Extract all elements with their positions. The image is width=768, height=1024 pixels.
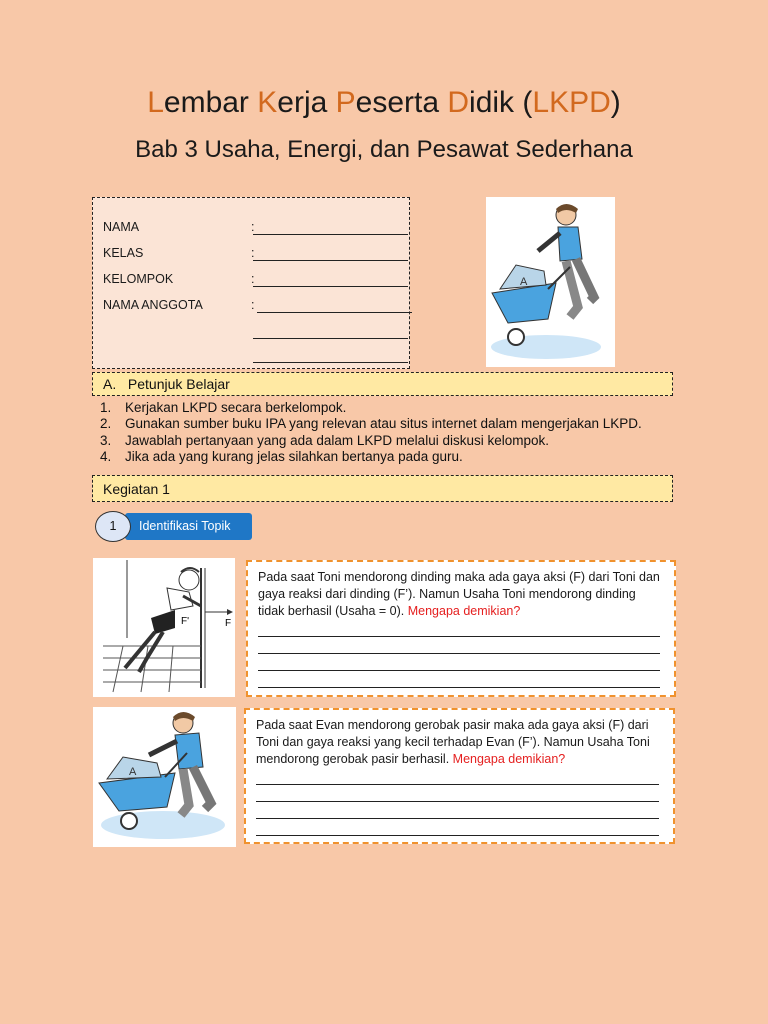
instruction-list xyxy=(100,400,642,465)
answer-line[interactable] xyxy=(256,785,659,802)
anggota-field-3[interactable] xyxy=(253,348,408,363)
identity-colon: : xyxy=(251,272,255,286)
anggota-field-2[interactable] xyxy=(253,324,408,339)
identity-colon: : xyxy=(251,220,255,234)
identity-colon: : xyxy=(251,298,255,312)
identity-label: NAMA xyxy=(103,220,140,234)
answer-line[interactable] xyxy=(258,620,660,637)
question-text: Pada saat Toni mendorong dinding maka ada gaya aksi (F) dari Toni dan gaya reaksi dari dinding (F’). Namun Usaha Toni mendorong dinding tidak berhasil (Usaha = 0). xyxy=(258,570,660,618)
identity-label: KELAS xyxy=(103,246,144,260)
title-paren-close: ) xyxy=(610,86,621,119)
step-number-badge: 1 xyxy=(95,511,131,542)
page-subtitle: Bab 3 Usaha, Energi, dan Pesawat Sederhana xyxy=(135,136,633,163)
title-word-3: Peserta xyxy=(335,86,448,119)
list-item: 2. Gunakan sumber buku IPA yang relevan atau situs internet dalam mengerjakan LKPD. xyxy=(100,416,642,432)
title-word-2: Kerja xyxy=(257,86,336,119)
nama-field[interactable] xyxy=(253,220,408,235)
identity-box xyxy=(92,197,410,369)
question-prompt: Mengapa demikian? xyxy=(452,752,566,766)
answer-line[interactable] xyxy=(256,768,659,785)
list-item: 4. Jika ada yang kurang jelas silahkan bertanya pada guru. xyxy=(100,448,463,464)
cart-label: A xyxy=(520,276,528,288)
step-label xyxy=(125,513,252,540)
question-box-2 xyxy=(244,708,675,844)
question-prompt: Mengapa demikian? xyxy=(407,604,521,618)
question-text: Pada saat Evan mendorong gerobak pasir maka ada gaya aksi (F) dari Toni dan gaya reaksi yang kecil terhadap Evan (F’). Namun Usaha Toni mendorong gerobak pasir berhasil. xyxy=(256,718,650,766)
answer-line[interactable] xyxy=(258,637,660,654)
anggota-field-1[interactable] xyxy=(257,298,412,313)
step-label-text: Identifikasi Topik xyxy=(139,519,231,533)
page-title xyxy=(0,86,768,120)
kelas-field[interactable] xyxy=(253,246,408,261)
list-item: 1. Kerjakan LKPD secara berkelompok. xyxy=(100,400,347,415)
wall-action-label: F xyxy=(225,618,232,629)
wall-reaction-label: F' xyxy=(181,616,190,627)
identity-label: NAMA ANGGOTA xyxy=(103,298,203,312)
identity-label: KELOMPOK xyxy=(103,272,174,286)
answer-line[interactable] xyxy=(256,819,659,836)
list-item: 3. Jawablah pertanyaan yang ada dalam LKPD melalui diskusi kelompok. xyxy=(100,432,549,448)
title-paren-open: ( xyxy=(522,86,533,119)
identity-colon: : xyxy=(251,246,255,260)
answer-line[interactable] xyxy=(256,802,659,819)
boy-pushing-wall-illustration xyxy=(93,558,235,697)
evan-wheelbarrow-illustration xyxy=(93,707,236,847)
kegiatan-heading: Kegiatan 1 xyxy=(92,475,673,502)
petunjuk-heading: A. Petunjuk Belajar xyxy=(92,372,673,396)
cart-label: A xyxy=(129,766,137,778)
answer-line[interactable] xyxy=(258,654,660,671)
answer-line[interactable] xyxy=(258,671,660,688)
boy-wheelbarrow-illustration xyxy=(486,197,615,367)
question-box-1 xyxy=(246,560,676,697)
kelompok-field[interactable] xyxy=(253,272,408,287)
title-word-1: Lembar xyxy=(147,86,258,119)
title-abbr: LKPD xyxy=(532,86,611,119)
title-word-4: Didik xyxy=(447,86,523,119)
